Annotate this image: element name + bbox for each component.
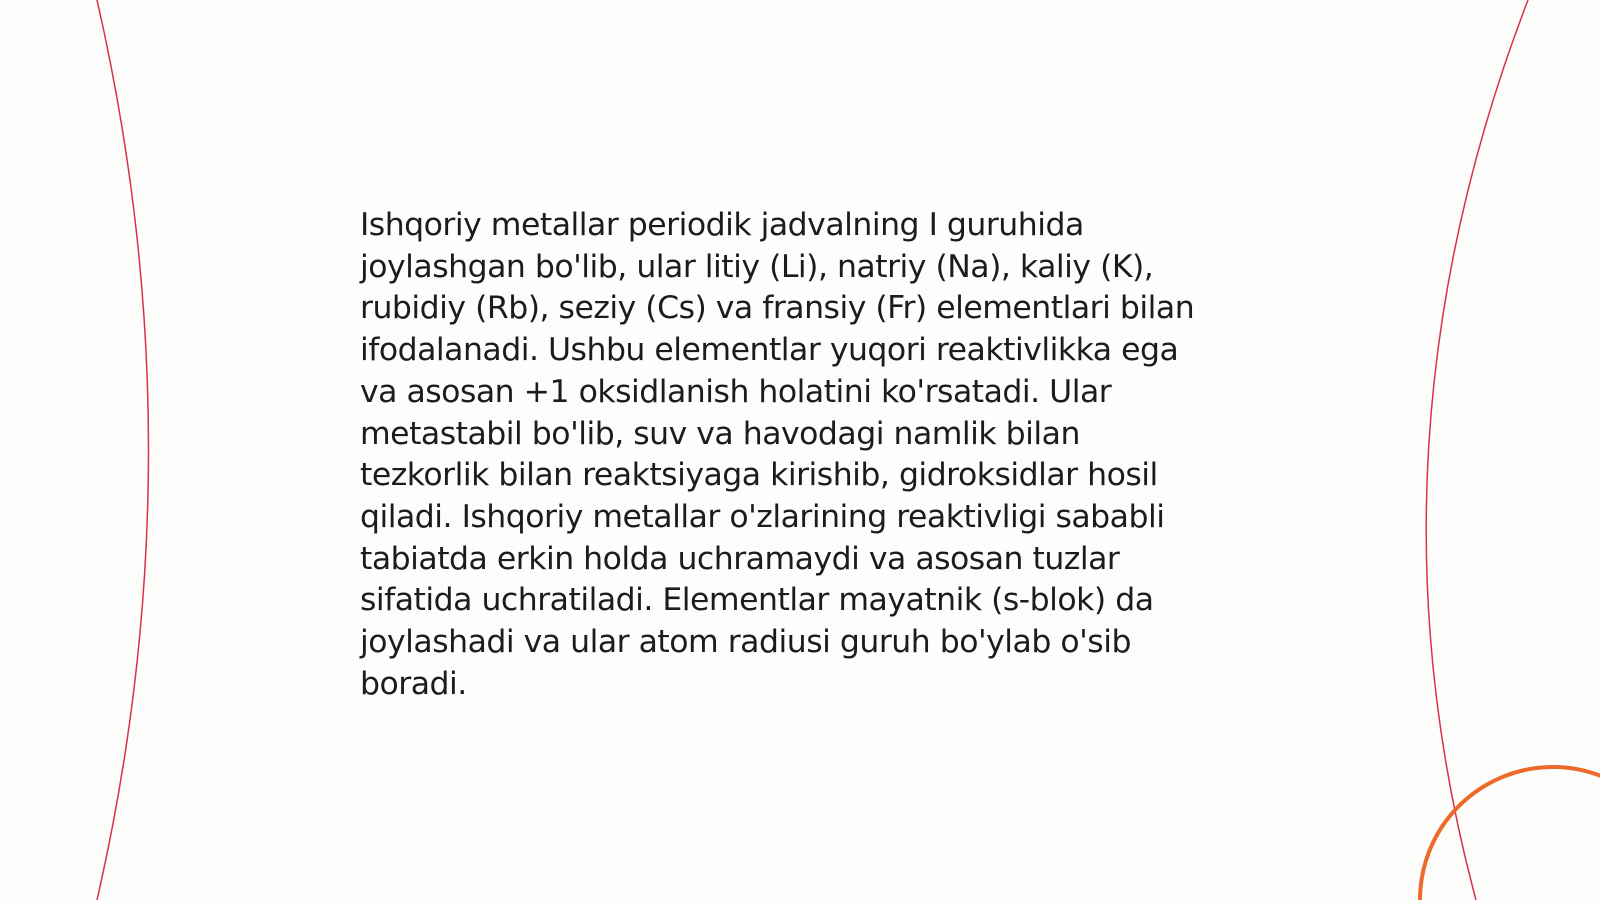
left-curve-decoration	[97, 0, 149, 900]
body-text-line: tabiatda erkin holda uchramaydi va asosan tuzlar	[360, 540, 1120, 577]
body-text-line: joylashgan bo'lib, ular litiy (Li), natriy (Na), kaliy (K),	[360, 248, 1154, 285]
body-text-line: rubidiy (Rb), seziy (Cs) va fransiy (Fr) elementlari bilan	[360, 290, 1195, 327]
body-text-line: sifatida uchratiladi. Elementlar mayatnik (s-blok) da	[360, 582, 1154, 619]
slide-body-text	[360, 205, 1240, 705]
body-text-line: va asosan +1 oksidlanish holatini ko'rsatadi. Ular	[360, 373, 1112, 410]
body-text-line: tezkorlik bilan reaktsiyaga kirishib, gidroksidlar hosil	[360, 457, 1158, 494]
body-text-line: qiladi. Ishqoriy metallar o'zlarining reaktivligi sababli	[360, 498, 1165, 535]
body-text-line: metastabil bo'lib, suv va havodagi namlik bilan	[360, 415, 1080, 452]
body-text-line: Ishqoriy metallar periodik jadvalning I guruhida	[360, 207, 1084, 243]
orange-circle-decoration	[1420, 767, 1600, 900]
right-curve-decoration	[1426, 0, 1528, 900]
body-text-line: joylashadi va ular atom radiusi guruh bo'ylab o'sib	[360, 624, 1131, 661]
body-text-line: ifodalanadi. Ushbu elementlar yuqori reaktivlikka ega	[360, 332, 1179, 369]
body-text-line: boradi.	[360, 665, 467, 702]
